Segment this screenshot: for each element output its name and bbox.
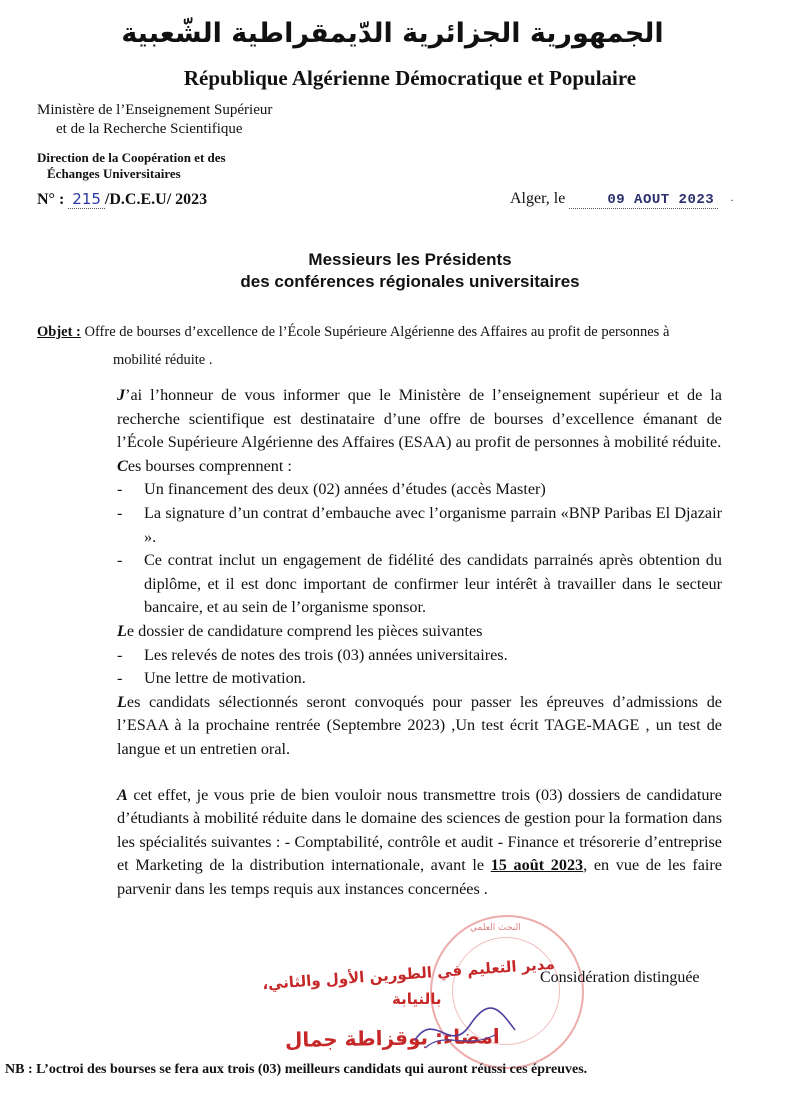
paragraph-intro [117, 384, 722, 455]
date-prefix: Alger, le [510, 190, 566, 207]
signatory-title: مدير التعليم في الطورين الأول والثاني، [261, 954, 556, 994]
list-item-text: La signature d’un contrat d’embauche avec l’organisme parrain «BNP Paribas El Djazair ». [144, 503, 722, 546]
list-item-text: Ce contrat inclut un engagement de fidélité des candidats parrainés après obtention du diplôme, et il est donc important de confirmer leur intérêt à travailler dans le secteur bancaire, et au sein de l’organisme sponsor. [144, 551, 722, 617]
dropcap: L [117, 621, 127, 640]
margin-mark: · [730, 193, 734, 207]
list-item: - Ce contrat inclut un engagement de fidélité des candidats parrainés après obtention du diplôme, et il est donc important de confirmer leur intérêt à travailler dans le secteur bancaire, et au sein de l’organisme sponsor. [117, 551, 722, 617]
deadline-date: 15 août 2023 [490, 856, 584, 875]
ministry-line-2: et de la Recherche Scientifique [56, 121, 243, 137]
list-item-text: Une lettre de motivation. [144, 669, 306, 688]
letter-body [117, 384, 722, 901]
dropcap: L [117, 692, 127, 711]
addressee-line-1: Messieurs les Présidents [308, 250, 512, 269]
paragraph-bourses-text: es bourses comprennent : [127, 456, 292, 475]
list-item: - Les relevés de notes des trois (03) années universitaires. [117, 645, 508, 664]
direction-block [37, 150, 226, 182]
republic-title: République Algérienne Démocratique et Populaire [183, 66, 637, 90]
paragraph-request-text: cet effet, je vous prie de bien vouloir nous transmettre trois (03) dossiers de candidature d’étudiants à mobilité réduite dans le domaine des sciences de gestion pour la formation dans les spécialités suivantes : - Comptabilité, contrôle et audit - Finance et trésorerie d’entreprise et Marketing de la distribution internationale, avant le [117, 785, 722, 875]
paragraph-request-text-end: , en vue de les faire parvenir dans les temps requis aux instances concernées . [117, 856, 722, 898]
signatory-name: امضاء: بوقزاطة جمال [284, 1024, 500, 1052]
ref-prefix: N° : [37, 191, 65, 208]
paragraph-dossier-text: e dossier de candidature comprend les pièces suivantes [126, 621, 483, 640]
dropcap: J [117, 386, 126, 404]
paragraph-dossier [117, 620, 722, 644]
addressee [0, 249, 785, 293]
date-stamp: 09 AOUT 2023 [569, 192, 718, 209]
subject-label: Objet : [37, 324, 81, 340]
subject [37, 318, 757, 374]
reference-number [37, 190, 207, 209]
arabic-header: الجمهورية الجزائرية الدّيمقراطية الشّعبية [121, 18, 664, 49]
closing-formula: Considération distinguée [540, 969, 700, 986]
paragraph-candidats-text: es candidats sélectionnés seront convoqués pour passer les épreuves d’admissions de l’ESAA à la prochaine rentrée (Septembre 2023) ,Un test écrit TAGE-MAGE , un test de langue et un entretien oral. [117, 692, 722, 758]
list-item-text: Les relevés de notes des trois (03) années universitaires. [144, 645, 508, 664]
subject-line-2: mobilité réduite . [113, 352, 213, 368]
addressee-line-2: des conférences régionales universitaires [240, 272, 580, 291]
stamp-text: البحث العلمي [470, 923, 521, 933]
signature-scribble [410, 1000, 520, 1060]
list-item-text: Un financement des deux (02) années d’études (accès Master) [144, 480, 546, 499]
dropcap: A [117, 785, 128, 804]
signatory-interim: بالنيابة [392, 990, 442, 1008]
ref-suffix: /D.C.E.U/ 2023 [104, 191, 208, 208]
ministry-block [37, 101, 272, 139]
list-item: - Une lettre de motivation. [117, 669, 306, 688]
nota-bene: NB : L’octroi des bourses se fera aux trois (03) meilleurs candidats qui auront réussi ces épreuves. [5, 1062, 588, 1077]
ref-handwritten-number: 215 [68, 190, 105, 209]
date-line [510, 190, 718, 208]
paragraph-request [117, 784, 722, 902]
direction-line-2: Échanges Universitaires [47, 166, 181, 181]
ministry-line-1: Ministère de l’Enseignement Supérieur [37, 102, 273, 118]
subject-line-1: Offre de bourses d’excellence de l’École Supérieure Algérienne des Affaires au profit de personnes à [84, 324, 670, 340]
list-item: - Un financement des deux (02) années d’études (accès Master) [117, 480, 546, 499]
paragraph-intro-text: ’ai l’honneur de vous informer que le Ministère de l’enseignement supérieur et de la recherche scientifique est destinataire d’une offre de bourses d’excellence émanant de l’École Supérieure Algérienne des Affaires (ESAA) au profit de personnes à mobilité réduite. [117, 386, 722, 452]
paragraph-candidats [117, 691, 722, 762]
list-item: - La signature d’un contrat d’embauche avec l’organisme parrain «BNP Paribas El Djazair ». [117, 503, 722, 546]
paragraph-bourses [117, 455, 722, 479]
dropcap: C [117, 456, 128, 475]
direction-line-1: Direction de la Coopération et des [37, 150, 226, 165]
